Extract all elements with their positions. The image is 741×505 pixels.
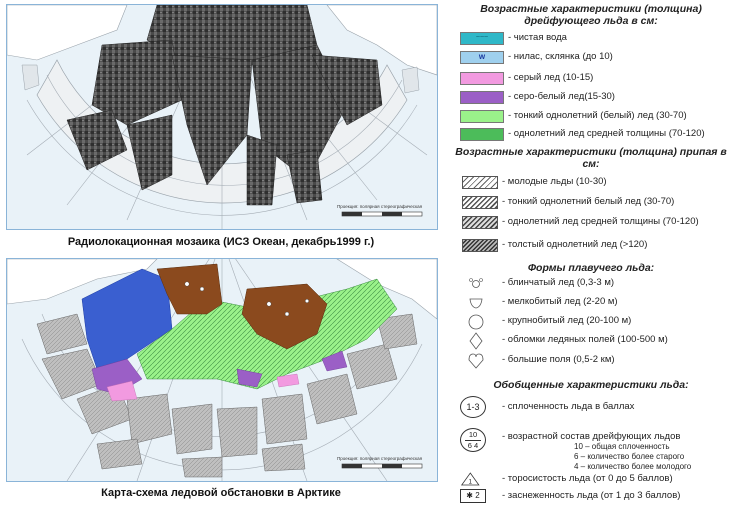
legend-label: - заснеженность льда (от 1 до 3 баллов): [502, 490, 681, 501]
legend-label: - толстый однолетний лед (>120): [502, 239, 648, 250]
fast-ice-title: Возрастные характеристики (толщина) припая в см:: [455, 146, 727, 170]
thin-fast-ice-swatch: [462, 196, 498, 209]
nilas-swatch: w: [460, 51, 504, 64]
legend-age-composition: [446, 428, 741, 470]
drift-ice-title: Возрастные характеристики (толщина) дрейфующего льда в см:: [480, 3, 702, 27]
legend-label: - возрастной состав дрейфующих льдов: [502, 431, 681, 442]
legend-big-floe: [446, 352, 741, 368]
legend-thick-fast-ice: [446, 237, 741, 253]
age-composition-symbol: [460, 428, 486, 452]
ice-forms-title: Формы плавучего льда:: [527, 262, 655, 274]
legend-clear-water: [446, 30, 741, 46]
legend-label: - нилас, склянка (до 10): [508, 51, 613, 62]
medium-fast-ice-swatch: [462, 216, 498, 229]
big-floe-icon: [462, 352, 490, 370]
general-title: Обобщенные характеристики льда:: [493, 379, 689, 391]
legend-label: - однолетний лед средней толщины (70-120): [502, 216, 699, 227]
legend-label: - чистая вода: [508, 32, 567, 43]
legend-concentration: [446, 396, 741, 418]
legend-label: - торосистость льда (от 0 до 5 баллов): [502, 473, 673, 484]
radar-mosaic-caption: Радиолокационная мозаика (ИСЗ Океан, декабрь1999 г.): [67, 236, 375, 248]
scale-text: Проекция: полярная стереографическая: [337, 456, 423, 461]
legend-label: - тонкий однолетний (белый) лед (30-70): [508, 110, 687, 121]
medium-first-year-swatch: [460, 128, 504, 141]
radar-mosaic-map: [6, 4, 438, 230]
scale-bar: [337, 204, 423, 216]
legend-label: - молодые льды (10-30): [502, 176, 607, 187]
legend-vast-floe: [446, 332, 741, 348]
legend-medium-fast-ice: [446, 214, 741, 230]
small-floe-icon: [462, 294, 490, 312]
snow-value: 2: [475, 491, 480, 500]
legend-grey-white-ice: [446, 89, 741, 105]
snow-symbol: ✱ 2: [460, 489, 486, 503]
thin-first-year-swatch: [460, 110, 504, 123]
legend-panel: [446, 0, 741, 505]
concentration-symbol: 1-3: [460, 396, 486, 418]
hummock-triangle-icon: [460, 470, 484, 488]
legend-label: - блинчатый лед (0,3-3 м): [502, 277, 615, 288]
ice-chart-caption: Карта-схема ледовой обстановки в Арктике: [101, 487, 341, 499]
scale-bar: [337, 456, 423, 468]
legend-thin-fast-ice: [446, 194, 741, 210]
scale-text: Проекция: полярная стереографическая: [337, 204, 423, 209]
age-split: 6 4: [467, 441, 479, 450]
clear-water-swatch: ~~~: [460, 32, 504, 45]
medium-floe-icon: [462, 313, 490, 331]
legend-label: - большие поля (0,5-2 км): [502, 354, 615, 365]
age-note-older: 6 – количество более старого: [574, 452, 685, 461]
hummock-value: 1: [468, 479, 472, 486]
legend-label: - крупнобитый лед (20-100 м): [502, 315, 632, 326]
legend-young-fast-ice: [446, 174, 741, 190]
legend-label: - мелкобитый лед (2-20 м): [502, 296, 618, 307]
grey-ice-swatch: [460, 72, 504, 85]
legend-label: - обломки ледяных полей (100-500 м): [502, 334, 668, 345]
young-fast-ice-swatch: [462, 176, 498, 189]
legend-medium-first-year: [446, 126, 741, 142]
legend-label: - тонкий однолетний белый лед (30-70): [502, 196, 675, 207]
legend-label: - однолетний лед средней толщины (70-120): [508, 128, 705, 139]
legend-snow-cover: [446, 488, 741, 504]
grey-white-ice-swatch: [460, 91, 504, 104]
legend-medium-floe: [446, 313, 741, 329]
floe-fragment-icon: [462, 332, 490, 350]
age-note-total: 10 – общая сплоченность: [574, 442, 670, 451]
legend-thin-first-year: [446, 108, 741, 124]
legend-label: - сплоченность льда в баллах: [502, 401, 635, 412]
ice-chart-map: [6, 258, 438, 482]
legend-hummocks: [446, 470, 741, 486]
legend-grey-ice: [446, 70, 741, 86]
age-total: 10: [465, 430, 481, 441]
thick-fast-ice-swatch: [462, 239, 498, 252]
legend-brash-ice: [446, 294, 741, 310]
legend-nilas: [446, 49, 741, 65]
legend-pancake-ice: [446, 275, 741, 291]
legend-label: - серо-белый лед(15-30): [508, 91, 615, 102]
legend-label: - серый лед (10-15): [508, 72, 594, 83]
age-note-younger: 4 – количество более молодого: [574, 462, 692, 471]
pancake-ice-icon: [462, 275, 490, 293]
